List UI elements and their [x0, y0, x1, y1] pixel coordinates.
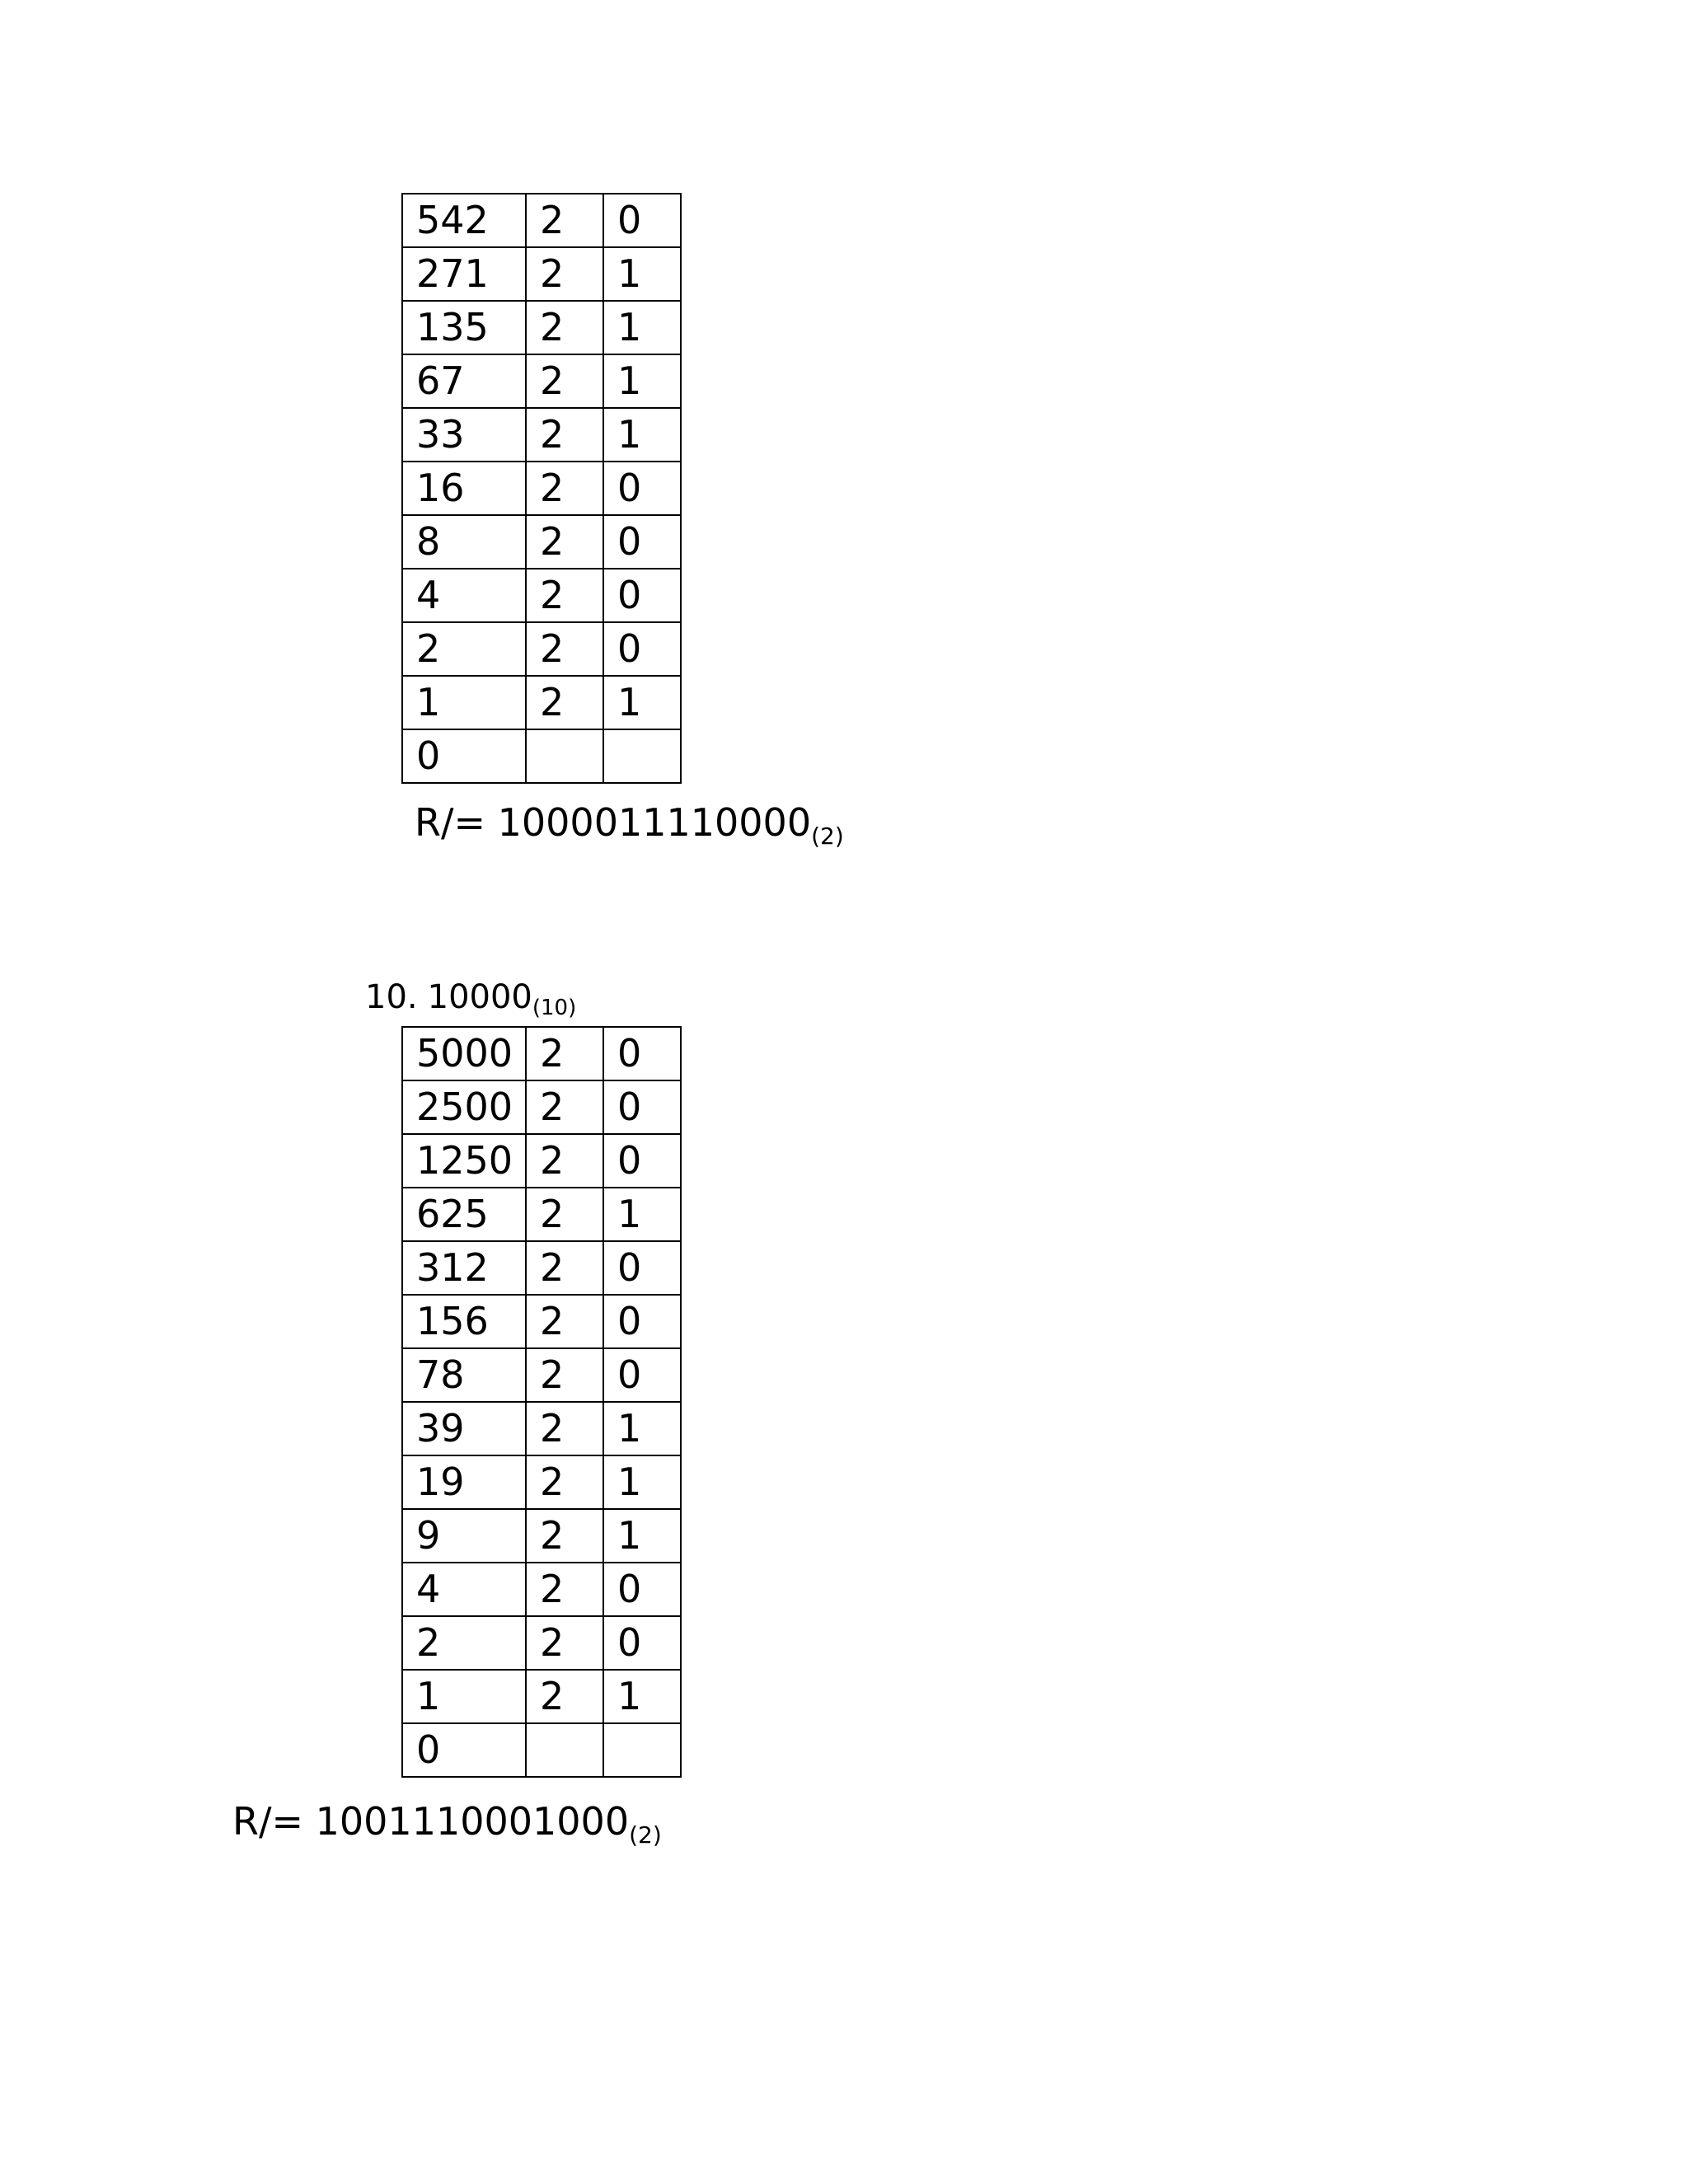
remainder-cell: 0: [603, 462, 681, 515]
remainder-cell: 0: [603, 622, 681, 676]
remainder-cell: [603, 1723, 681, 1777]
table-row: [402, 1402, 681, 1455]
table-row: [402, 569, 681, 622]
divisor-cell: 2: [526, 1509, 603, 1563]
remainder-cell: [603, 729, 681, 783]
remainder-cell: 1: [603, 1188, 681, 1241]
result-value: 1001110001000: [315, 1799, 630, 1844]
table-row: [402, 1616, 681, 1670]
remainder-cell: 1: [603, 1455, 681, 1509]
exercise-number: 10.: [365, 978, 418, 1016]
remainder-cell: 1: [603, 1402, 681, 1455]
exercise-base: (10): [532, 996, 577, 1020]
remainder-cell: 0: [603, 1027, 681, 1080]
remainder-cell: 1: [603, 408, 681, 462]
divisor-cell: 2: [526, 1241, 603, 1295]
divisor-cell: [526, 1723, 603, 1777]
remainder-cell: 1: [603, 301, 681, 354]
table-row: [402, 1723, 681, 1777]
table-row: [402, 1080, 681, 1134]
table-row: [402, 194, 681, 247]
table-row: [402, 622, 681, 676]
dividend-cell: 78: [402, 1348, 526, 1402]
divisor-cell: 2: [526, 194, 603, 247]
divisor-cell: 2: [526, 1080, 603, 1134]
result-base: (2): [811, 823, 844, 850]
divisor-cell: 2: [526, 1134, 603, 1188]
table-row: [402, 1670, 681, 1723]
dividend-cell: 2: [402, 622, 526, 676]
exercise-heading: [365, 977, 576, 1029]
divisor-cell: 2: [526, 1295, 603, 1348]
divisor-cell: 2: [526, 354, 603, 408]
dividend-cell: 156: [402, 1295, 526, 1348]
divisor-cell: 2: [526, 1402, 603, 1455]
divisor-cell: 2: [526, 676, 603, 729]
result-value: 1000011110000: [497, 800, 812, 845]
divisor-cell: 2: [526, 1563, 603, 1616]
divisor-cell: 2: [526, 301, 603, 354]
divisor-cell: 2: [526, 569, 603, 622]
divisor-cell: [526, 729, 603, 783]
table-row: [402, 1027, 681, 1080]
divisor-cell: 2: [526, 1188, 603, 1241]
dividend-cell: 1: [402, 676, 526, 729]
table-row: [402, 1295, 681, 1348]
table-row: [402, 408, 681, 462]
remainder-cell: 1: [603, 1670, 681, 1723]
dividend-cell: 1250: [402, 1134, 526, 1188]
table-row: [402, 1455, 681, 1509]
result-prefix: R/=: [415, 800, 498, 845]
table-row: [402, 515, 681, 569]
remainder-cell: 0: [603, 1348, 681, 1402]
table-row: [402, 729, 681, 783]
dividend-cell: 135: [402, 301, 526, 354]
dividend-cell: 271: [402, 247, 526, 301]
table-row: [402, 1188, 681, 1241]
dividend-cell: 33: [402, 408, 526, 462]
divisor-cell: 2: [526, 1455, 603, 1509]
table-row: [402, 1509, 681, 1563]
remainder-cell: 1: [603, 247, 681, 301]
division-table: [401, 193, 682, 784]
table-row: [402, 354, 681, 408]
table-row: [402, 301, 681, 354]
divisor-cell: 2: [526, 1027, 603, 1080]
dividend-cell: 625: [402, 1188, 526, 1241]
remainder-cell: 0: [603, 1616, 681, 1670]
result-line: [415, 798, 844, 861]
remainder-cell: 0: [603, 194, 681, 247]
table-row: [402, 1134, 681, 1188]
divisor-cell: 2: [526, 247, 603, 301]
divisor-cell: 2: [526, 462, 603, 515]
remainder-cell: 0: [603, 1295, 681, 1348]
dividend-cell: 0: [402, 729, 526, 783]
remainder-cell: 0: [603, 1134, 681, 1188]
divisor-cell: 2: [526, 408, 603, 462]
remainder-cell: 0: [603, 515, 681, 569]
table-row: [402, 1241, 681, 1295]
table-row: [402, 676, 681, 729]
divisor-cell: 2: [526, 515, 603, 569]
dividend-cell: 8: [402, 515, 526, 569]
divisor-cell: 2: [526, 622, 603, 676]
divisor-cell: 2: [526, 1616, 603, 1670]
dividend-cell: 39: [402, 1402, 526, 1455]
dividend-cell: 4: [402, 1563, 526, 1616]
exercise-value: 10000: [427, 978, 532, 1016]
dividend-cell: 67: [402, 354, 526, 408]
result-base: (2): [629, 1821, 662, 1849]
remainder-cell: 1: [603, 676, 681, 729]
table-row: [402, 1563, 681, 1616]
remainder-cell: 0: [603, 1241, 681, 1295]
divisor-cell: 2: [526, 1348, 603, 1402]
result-line: [232, 1797, 662, 1860]
dividend-cell: 0: [402, 1723, 526, 1777]
remainder-cell: 1: [603, 1509, 681, 1563]
dividend-cell: 9: [402, 1509, 526, 1563]
table-row: [402, 462, 681, 515]
dividend-cell: 1: [402, 1670, 526, 1723]
dividend-cell: 2500: [402, 1080, 526, 1134]
table-row: [402, 247, 681, 301]
dividend-cell: 16: [402, 462, 526, 515]
division-table: [401, 1026, 682, 1778]
dividend-cell: 19: [402, 1455, 526, 1509]
divisor-cell: 2: [526, 1670, 603, 1723]
dividend-cell: 4: [402, 569, 526, 622]
table-row: [402, 1348, 681, 1402]
dividend-cell: 5000: [402, 1027, 526, 1080]
remainder-cell: 0: [603, 1563, 681, 1616]
dividend-cell: 542: [402, 194, 526, 247]
remainder-cell: 1: [603, 354, 681, 408]
dividend-cell: 2: [402, 1616, 526, 1670]
remainder-cell: 0: [603, 569, 681, 622]
remainder-cell: 0: [603, 1080, 681, 1134]
dividend-cell: 312: [402, 1241, 526, 1295]
result-prefix: R/=: [232, 1799, 316, 1844]
